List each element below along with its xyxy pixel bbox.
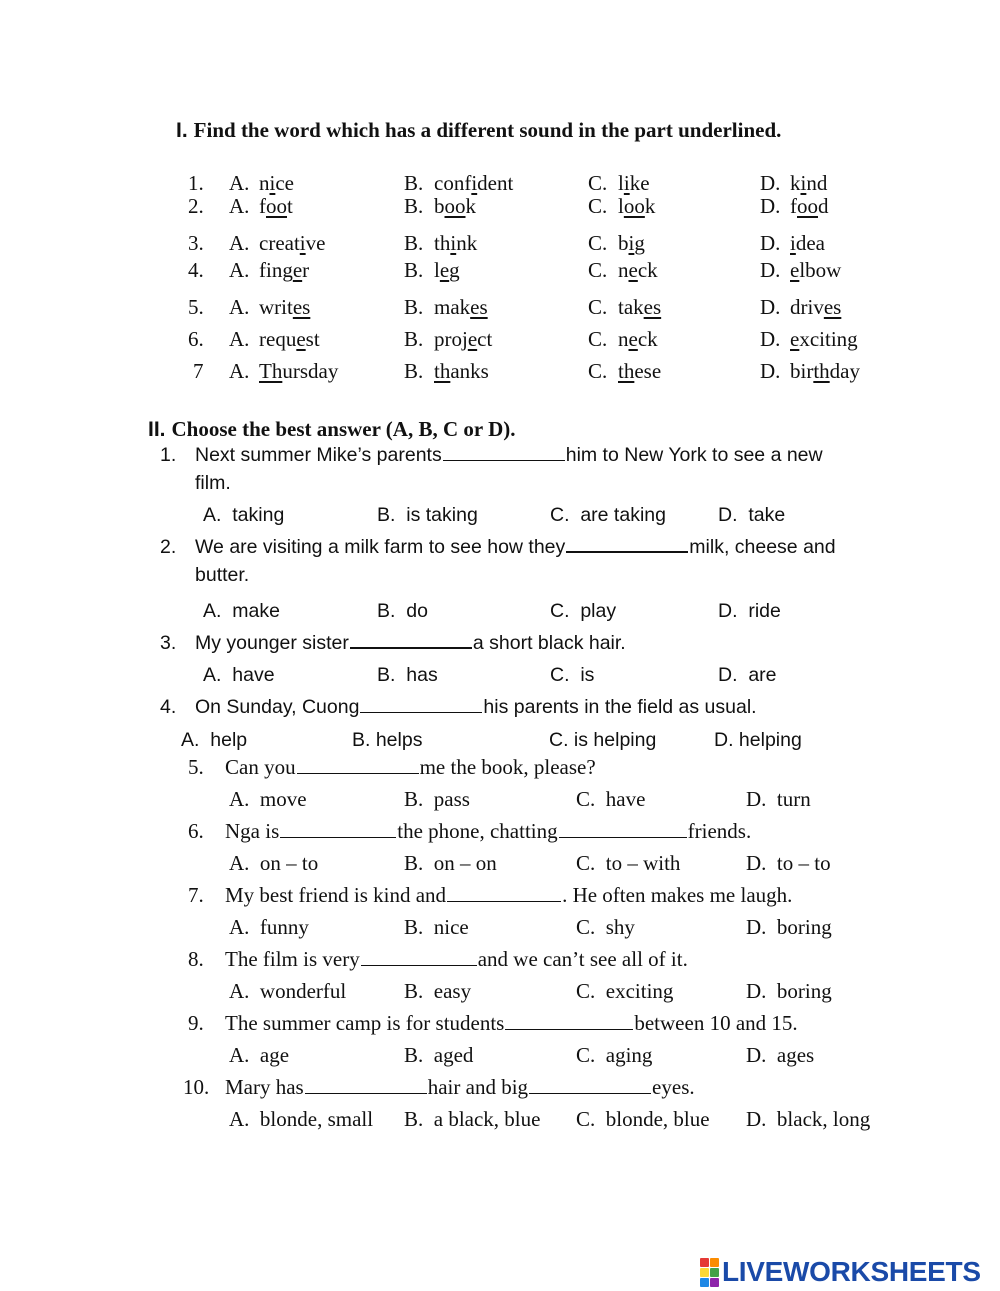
question-number: 6. <box>188 819 204 843</box>
question-3: 3. My younger sister a short black hair. <box>160 632 626 654</box>
underlined-part: oo <box>797 194 818 218</box>
answer-blank[interactable] <box>350 646 472 649</box>
section-2-heading <box>148 417 515 442</box>
question-10: 10. Mary has hair and big eyes. <box>183 1075 695 1099</box>
question-number: 1. <box>160 444 177 466</box>
item-number: 6. <box>188 327 204 351</box>
answer-blank[interactable] <box>505 1028 633 1030</box>
answer-option[interactable]: C. have <box>576 787 646 811</box>
answer-blank[interactable] <box>447 900 561 902</box>
answer-option[interactable]: D. helping <box>714 729 802 751</box>
option-b[interactable]: B. think <box>404 231 478 255</box>
logo-text: LIVEWORKSHEETS <box>722 1256 981 1287</box>
underlined-part: i <box>790 231 796 255</box>
answer-option[interactable]: D. ride <box>718 600 781 622</box>
question-4: 4. On Sunday, Cuong his parents in the field as usual. <box>160 696 757 718</box>
option-b[interactable]: B. confident <box>404 171 514 195</box>
underlined-part: e <box>628 258 638 282</box>
liveworksheets-logo <box>700 1256 981 1288</box>
option-a[interactable]: A. writes <box>229 295 311 319</box>
answer-option[interactable]: A. taking <box>203 504 285 526</box>
option-b[interactable]: B. makes <box>404 295 488 319</box>
answer-option[interactable]: B. a black, blue <box>404 1107 541 1131</box>
answer-blank[interactable] <box>280 836 396 838</box>
answer-blank[interactable] <box>559 836 687 838</box>
answer-option[interactable]: A. funny <box>229 915 309 939</box>
question-1-line2: film. <box>195 472 231 494</box>
underlined-part: oo <box>266 194 287 218</box>
answer-option[interactable]: D. black, long <box>746 1107 871 1131</box>
option-d[interactable]: D. drives <box>760 295 842 319</box>
underlined-part: es <box>823 295 842 319</box>
underlined-part: i <box>628 231 635 255</box>
option-c[interactable]: C. neck <box>588 327 658 351</box>
option-a[interactable]: A. foot <box>229 194 293 218</box>
option-b[interactable]: B. leg <box>404 258 460 282</box>
underlined-part: th <box>618 359 635 383</box>
answer-option[interactable]: C. to – with <box>576 851 681 875</box>
underlined-part: th <box>434 359 451 383</box>
answer-option[interactable]: C. shy <box>576 915 635 939</box>
question-7: 7. My best friend is kind and . He often makes me laugh. <box>188 883 793 907</box>
question-number: 8. <box>188 947 204 971</box>
item-number: 3. <box>188 231 204 255</box>
option-d[interactable]: D. elbow <box>760 258 842 282</box>
option-b[interactable]: B. thanks <box>404 359 489 383</box>
option-c[interactable]: C. like <box>588 171 650 195</box>
answer-option[interactable]: D. ages <box>746 1043 815 1067</box>
underlined-part: e <box>439 258 450 282</box>
answer-option[interactable]: B. nice <box>404 915 469 939</box>
question-number: 2. <box>160 536 177 558</box>
underlined-part: e <box>296 327 306 351</box>
underlined-part: i <box>800 171 807 195</box>
answer-option[interactable]: B. aged <box>404 1043 474 1067</box>
option-d[interactable]: D. food <box>760 194 829 218</box>
underlined-part: e <box>292 258 303 282</box>
answer-blank[interactable] <box>566 550 688 553</box>
answer-blank[interactable] <box>529 1092 651 1094</box>
answer-option[interactable]: C. aging <box>576 1043 653 1067</box>
answer-blank[interactable] <box>443 459 565 461</box>
question-5: 5. Can you me the book, please? <box>188 755 596 779</box>
answer-option[interactable]: D. turn <box>746 787 811 811</box>
item-number: 2. <box>188 194 204 218</box>
option-c[interactable]: C. look <box>588 194 656 218</box>
option-d[interactable]: D. birthday <box>760 359 860 383</box>
question-9: 9. The summer camp is for students between 10 and 15. <box>188 1011 798 1035</box>
answer-option[interactable]: B. pass <box>404 787 470 811</box>
item-number: 4. <box>188 258 204 282</box>
underlined-part: i <box>623 171 630 195</box>
underlined-part: oo <box>444 194 466 218</box>
answer-option[interactable]: A. have <box>203 664 275 686</box>
answer-option[interactable]: A. wonderful <box>229 979 347 1003</box>
underlined-part: es <box>643 295 662 319</box>
question-number: 3. <box>160 632 177 654</box>
answer-option[interactable]: A. make <box>203 600 280 622</box>
answer-option[interactable]: A. age <box>229 1043 290 1067</box>
section-2-title: Choose the best answer (A, B, C or D). <box>171 417 516 441</box>
option-a[interactable]: A. nice <box>229 171 294 195</box>
answer-option[interactable]: B. helps <box>352 729 423 751</box>
underlined-part: i <box>299 231 306 255</box>
underlined-part: Th <box>259 359 283 383</box>
underlined-part: e <box>790 327 800 351</box>
answer-option[interactable]: A. move <box>229 787 307 811</box>
answer-option[interactable]: C. are taking <box>550 504 666 526</box>
item-number: 1. <box>188 171 204 195</box>
option-c[interactable]: C. neck <box>588 258 658 282</box>
question-2-line2: butter. <box>195 564 250 586</box>
section-1-title: Find the word which has a different sound in the part underlined. <box>193 118 782 142</box>
underlined-part: es <box>470 295 488 319</box>
option-d[interactable]: D. exciting <box>760 327 858 351</box>
answer-option[interactable]: A. on – to <box>229 851 319 875</box>
answer-option[interactable]: A. blonde, small <box>229 1107 374 1131</box>
answer-option[interactable]: C. is helping <box>549 729 657 751</box>
answer-option[interactable]: B. is taking <box>377 504 478 526</box>
option-d[interactable]: D. kind <box>760 171 828 195</box>
answer-option[interactable]: B. has <box>377 664 438 686</box>
answer-option[interactable]: D. to – to <box>746 851 831 875</box>
answer-option[interactable]: C. is <box>550 664 595 686</box>
question-number: 4. <box>160 696 177 718</box>
underlined-part: es <box>292 295 311 319</box>
question-number: 7. <box>188 883 204 907</box>
answer-option[interactable]: B. do <box>377 600 428 622</box>
answer-option[interactable]: C. blonde, blue <box>576 1107 710 1131</box>
option-a[interactable]: A. creative <box>229 231 326 255</box>
answer-blank[interactable] <box>361 964 477 966</box>
option-a[interactable]: A. finger <box>229 258 310 282</box>
question-number: 10. <box>183 1075 210 1099</box>
option-c[interactable]: C. big <box>588 231 645 255</box>
underlined-part: i <box>269 171 276 195</box>
underlined-part: e <box>628 327 638 351</box>
question-6: 6. Nga is the phone, chatting friends. <box>188 819 752 843</box>
answer-option[interactable]: C. play <box>550 600 617 622</box>
item-number: 5. <box>188 295 204 319</box>
answer-option[interactable]: A. help <box>181 729 248 751</box>
section-2-numeral: II. <box>148 418 166 441</box>
question-number: 5. <box>188 755 204 779</box>
answer-option[interactable]: D. boring <box>746 979 832 1003</box>
underlined-part: th <box>813 359 830 383</box>
underlined-part: oo <box>623 194 645 218</box>
underlined-part: i <box>450 231 457 255</box>
answer-option[interactable]: D. take <box>718 504 786 526</box>
option-d[interactable]: D. idea <box>760 231 825 255</box>
section-1-numeral: I. <box>176 119 188 142</box>
logo-blocks-icon <box>700 1258 719 1287</box>
underlined-part: e <box>790 258 800 282</box>
option-a[interactable]: A. request <box>229 327 320 351</box>
answer-option[interactable]: B. on – on <box>404 851 497 875</box>
item-number: 7 <box>193 359 204 383</box>
underlined-part: i <box>471 171 478 195</box>
question-1: 1. Next summer Mike’s parents him to New York to see a new <box>160 444 823 466</box>
answer-option[interactable]: C. exciting <box>576 979 674 1003</box>
answer-blank[interactable] <box>297 772 419 774</box>
option-c[interactable]: C. these <box>588 359 662 383</box>
question-2: 2. We are visiting a milk farm to see how they milk, cheese and <box>160 536 836 558</box>
answer-option[interactable]: D. are <box>718 664 777 686</box>
underlined-part: e <box>467 327 478 351</box>
answer-blank[interactable] <box>305 1092 427 1094</box>
option-a[interactable]: A. Thursday <box>229 359 339 383</box>
question-number: 9. <box>188 1011 204 1035</box>
answer-option[interactable]: B. easy <box>404 979 472 1003</box>
answer-blank[interactable] <box>360 711 482 713</box>
section-1-heading <box>176 118 781 143</box>
answer-option[interactable]: D. boring <box>746 915 832 939</box>
option-b[interactable]: B. book <box>404 194 476 218</box>
option-b[interactable]: B. project <box>404 327 493 351</box>
question-8: 8. The film is very and we can’t see all of it. <box>188 947 688 971</box>
option-c[interactable]: C. takes <box>588 295 662 319</box>
